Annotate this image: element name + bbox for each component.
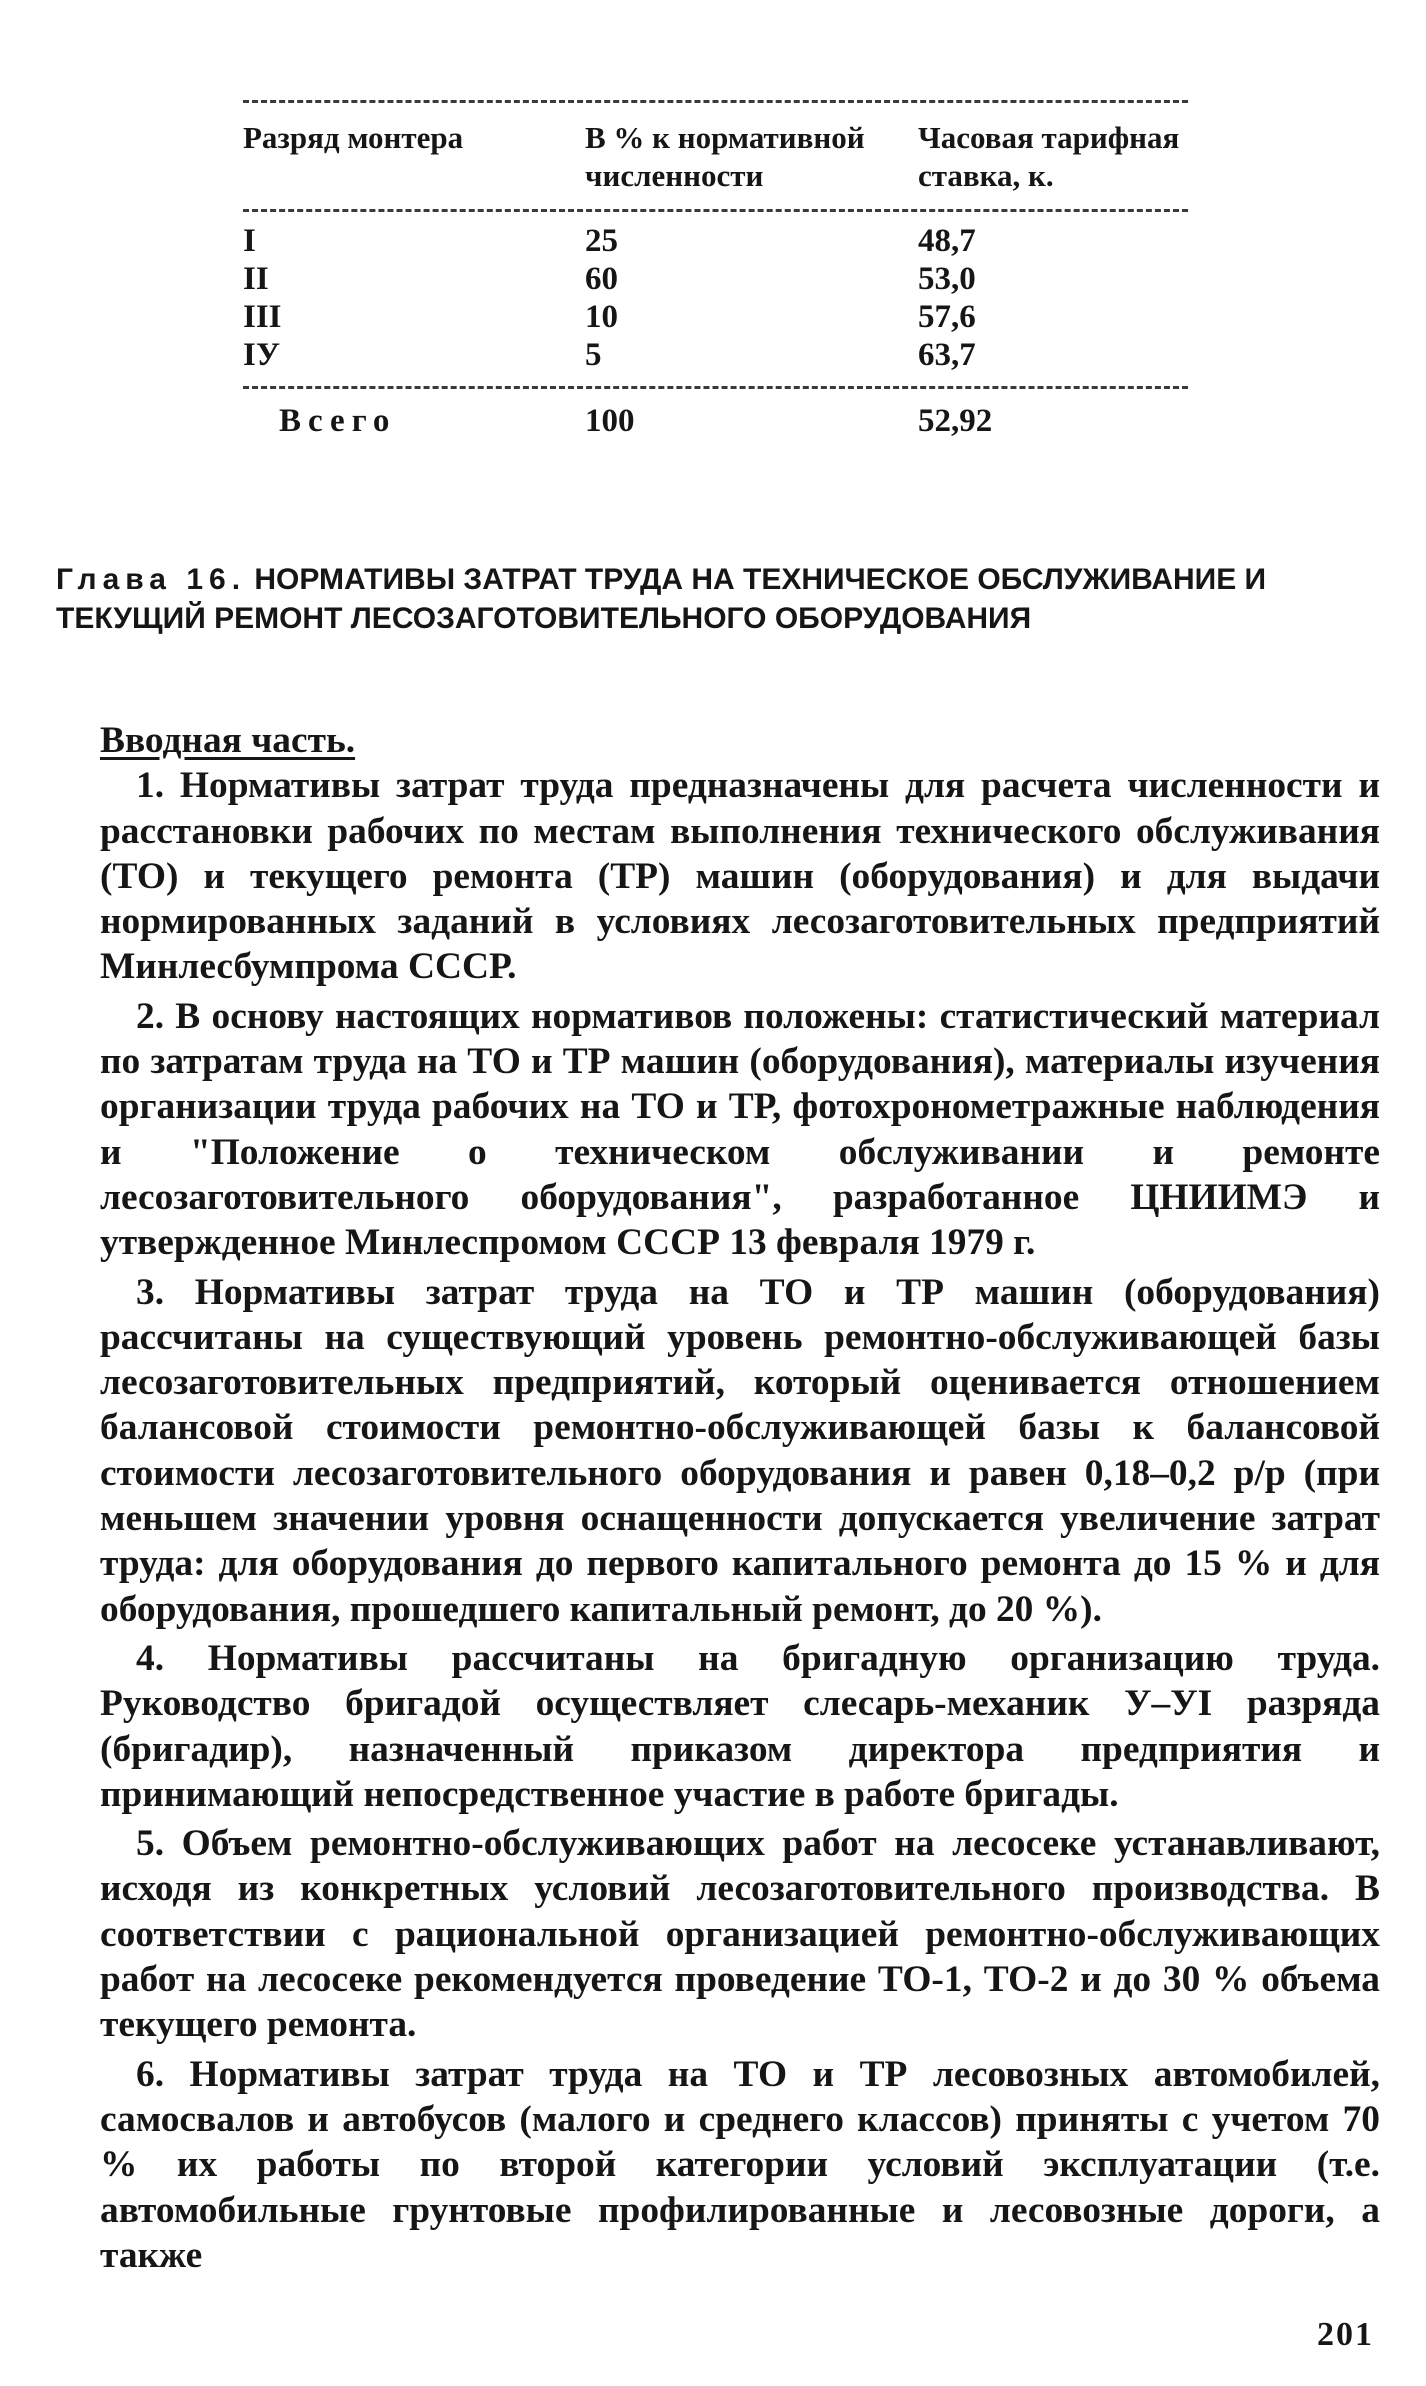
table-body [243, 212, 1188, 386]
paragraph: 3. Нормативы затрат труда на ТО и ТР машин (оборудования) рассчитаны на существующий уровень ремонтно-обслуживающей базы лесозаготовительных предприятий, который оценивается отношением балансовой стоимости ремонтно-обслуживающей базы к балансовой стоимости лесозаготовительного оборудования и равен 0,18–0,2 р/р (при меньшем значении уровня оснащенности допускается увеличение затрат труда: для оборудования до первого капитального ремонта до 15 % и для оборудования, прошедшего капитальный ремонт, до 20 %). [100, 1271, 1380, 1630]
total-label: Всего [279, 403, 397, 439]
chapter-heading [56, 560, 1386, 638]
cell-rank: I [243, 223, 256, 259]
table-header [243, 103, 1188, 209]
table-row [243, 260, 1188, 298]
table-row [243, 298, 1188, 336]
cell-rate: 48,7 [918, 223, 976, 259]
header-rate: Часовая тарифная ставка, к. [918, 120, 1180, 193]
header-percent: В % к нормативной численности [585, 120, 865, 193]
cell-percent: 25 [585, 223, 618, 259]
total-rate: 52,92 [918, 403, 993, 439]
cell-rank: IУ [243, 337, 281, 373]
cell-percent: 60 [585, 261, 618, 297]
rates-table [243, 100, 1188, 441]
page-number: 201 [1317, 2316, 1374, 2353]
chapter-title: НОРМАТИВЫ ЗАТРАТ ТРУДА НА ТЕХНИЧЕСКОЕ ОБСЛУЖИВАНИЕ И ТЕКУЩИЙ РЕМОНТ ЛЕСОЗАГОТОВИТЕЛЬНОГО ОБОРУДОВАНИЯ [56, 563, 1267, 635]
header-rank: Разряд монтера [243, 120, 464, 155]
table-row [243, 336, 1188, 374]
cell-rate: 53,0 [918, 261, 976, 297]
cell-percent: 10 [585, 299, 618, 335]
paragraph: 1. Нормативы затрат труда предназначены для расчета численности и расстановки рабочих по местам выполнения технического обслуживания (ТО) и текущего ремонта (ТР) машин (оборудования) и для выдачи нормированных заданий в условиях лесозаготовительных предприятий Минлесбумпрома СССР. [100, 765, 1380, 988]
table-row [243, 222, 1188, 260]
cell-rank: II [243, 261, 269, 297]
table-total-row [243, 389, 1188, 441]
cell-rate: 63,7 [918, 337, 976, 373]
cell-rank: III [243, 299, 282, 335]
total-percent: 100 [585, 403, 635, 439]
paragraph: 6. Нормативы затрат труда на ТО и ТР лесовозных автомобилей, самосвалов и автобусов (малого и среднего классов) приняты с учетом 70 % их работы по второй категории условий эксплуатации (т.е. автомобильные грунтовые профилированные и лесовозные дороги, а также [100, 2053, 1380, 2276]
paragraph: 4. Нормативы рассчитаны на бригадную организацию труда. Руководство бригадой осуществляет слесарь-механик У–УI разряда (бригадир), назначенный приказом директора предприятия и принимающий непосредственное участие в работе бригады. [100, 1637, 1380, 1815]
chapter-label: Глава 16. [56, 563, 247, 596]
intro-heading: Вводная часть. [100, 720, 356, 761]
paragraph: 2. В основу настоящих нормативов положены: статистический материал по затратам труда на ТО и ТР машин (оборудования), материалы изучения организации труда рабочих на ТО и ТР, фотохронометражные наблюдения и "Положение о техническом обслуживании и ремонте лесозаготовительного оборудования", разработанное ЦНИИМЭ и утвержденное Минлеспромом СССР 13 февраля 1979 г. [100, 995, 1380, 1264]
cell-percent: 5 [585, 337, 602, 373]
paragraph: 5. Объем ремонтно-обслуживающих работ на лесосеке устанавливают, исходя из конкретных условий лесозаготовительного производства. В соответствии с рациональной организацией ремонтно-обслуживающих работ на лесосеке рекомендуется проведение ТО-1, ТО-2 и до 30 % объема текущего ремонта. [100, 1823, 1380, 2046]
body-text [100, 718, 1380, 2278]
cell-rate: 57,6 [918, 299, 976, 335]
